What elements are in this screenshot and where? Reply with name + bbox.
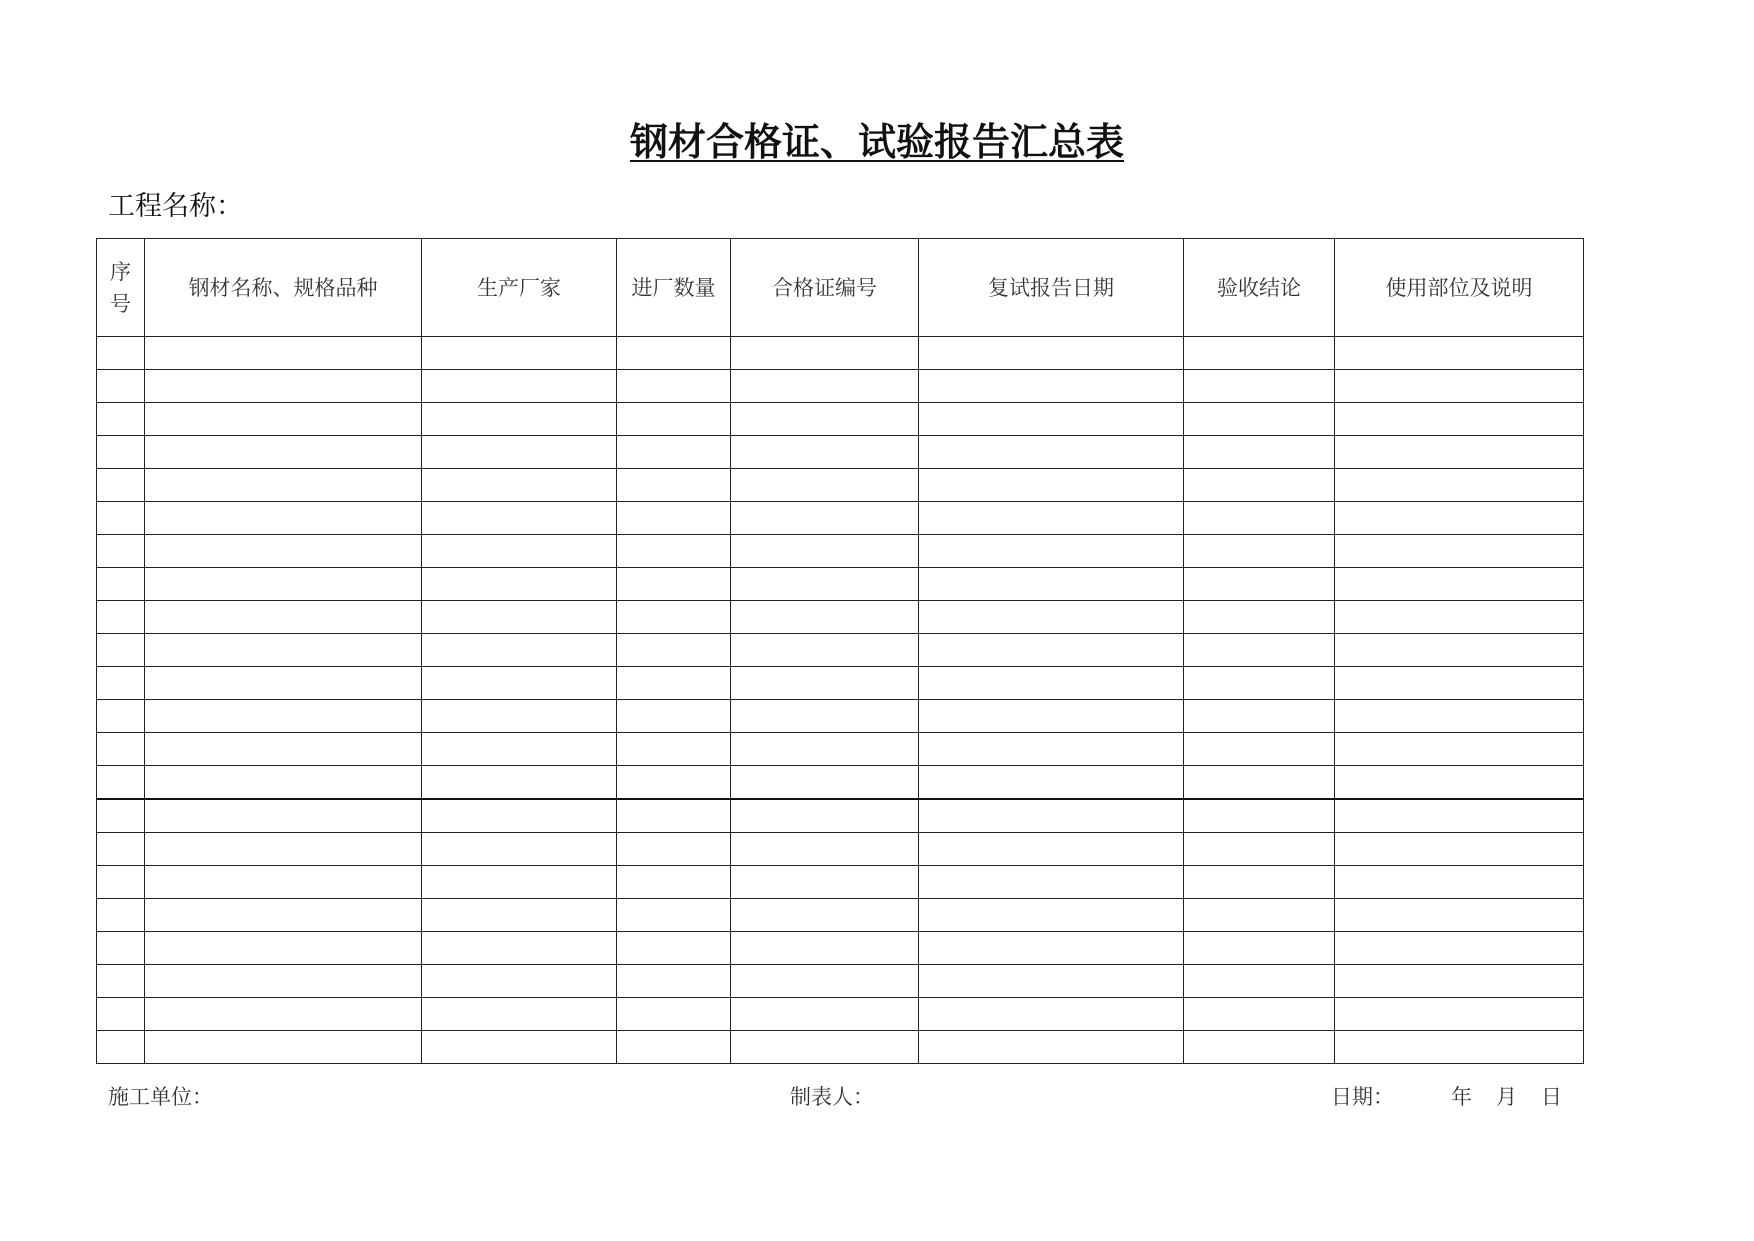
table-cell[interactable] [145,866,422,899]
table-row [97,733,1584,766]
document-title [0,114,1754,170]
table-cell[interactable] [422,700,617,733]
table-cell[interactable] [731,899,919,932]
table-cell[interactable] [97,337,145,370]
table-row [97,337,1584,370]
table-row [97,932,1584,965]
table-cell[interactable] [97,1031,145,1064]
table-cell[interactable] [617,998,731,1031]
table-cell[interactable] [1335,667,1584,700]
table-cell[interactable] [1335,568,1584,601]
table-cell[interactable] [1335,370,1584,403]
table-row [97,998,1584,1031]
table-cell[interactable] [422,965,617,998]
table-cell[interactable] [97,899,145,932]
table-row [97,667,1584,700]
table-cell[interactable] [617,535,731,568]
header-certificate-no: 合格证编号 [731,239,919,337]
table-cell[interactable] [422,469,617,502]
table-cell[interactable] [145,766,422,800]
table-cell[interactable] [145,799,422,833]
table-cell[interactable] [731,535,919,568]
table-cell[interactable] [919,932,1184,965]
table-row [97,436,1584,469]
table-row [97,370,1584,403]
table-cell[interactable] [1335,998,1584,1031]
table-cell[interactable] [919,403,1184,436]
table-cell[interactable] [145,965,422,998]
table-cell[interactable] [919,469,1184,502]
table-cell[interactable] [919,733,1184,766]
table-row [97,700,1584,733]
table-cell[interactable] [97,866,145,899]
table-cell[interactable] [617,337,731,370]
table-cell[interactable] [97,833,145,866]
table-cell[interactable] [731,370,919,403]
table-cell[interactable] [1184,866,1335,899]
table-cell[interactable] [1184,899,1335,932]
table-row [97,866,1584,899]
month-label: 月 [1496,1085,1517,1109]
table-cell[interactable] [1335,700,1584,733]
table-cell[interactable] [97,766,145,800]
table-cell[interactable] [97,535,145,568]
table-cell[interactable] [1335,535,1584,568]
table-cell[interactable] [422,932,617,965]
table-cell[interactable] [731,502,919,535]
date-label: 日期： [1331,1085,1394,1109]
table-cell[interactable] [1184,502,1335,535]
table-cell[interactable] [919,899,1184,932]
table-cell[interactable] [919,370,1184,403]
table-cell[interactable] [1184,766,1335,800]
table-cell[interactable] [97,601,145,634]
table-cell[interactable] [1184,965,1335,998]
table-cell[interactable] [731,965,919,998]
table-cell[interactable] [919,601,1184,634]
table-cell[interactable] [1184,634,1335,667]
table-cell[interactable] [1335,634,1584,667]
table-cell[interactable] [617,899,731,932]
table-cell[interactable] [731,403,919,436]
table-cell[interactable] [1184,700,1335,733]
header-seq-no [97,239,145,337]
table-cell[interactable] [1335,733,1584,766]
table-cell[interactable] [422,667,617,700]
table-cell[interactable] [919,337,1184,370]
table-cell[interactable] [97,667,145,700]
table-cell[interactable] [422,568,617,601]
table-cell[interactable] [1335,1031,1584,1064]
table-cell[interactable] [1184,601,1335,634]
table-cell[interactable] [1184,667,1335,700]
table-cell[interactable] [1335,932,1584,965]
table-cell[interactable] [617,436,731,469]
table-cell[interactable] [97,436,145,469]
table-cell[interactable] [617,502,731,535]
header-acceptance-conclusion: 验收结论 [1184,239,1335,337]
table-cell[interactable] [731,700,919,733]
table-cell[interactable] [731,733,919,766]
table-cell[interactable] [617,932,731,965]
table-cell[interactable] [422,370,617,403]
table-cell[interactable] [422,899,617,932]
table-cell[interactable] [1184,469,1335,502]
table-cell[interactable] [145,469,422,502]
contractor-label: 施工单位： [108,1085,213,1109]
table-cell[interactable] [617,568,731,601]
year-label: 年 [1451,1085,1472,1109]
header-steel-name-spec: 钢材名称、规格品种 [145,239,422,337]
table-cell[interactable] [145,568,422,601]
table-cell[interactable] [919,799,1184,833]
table-row [97,899,1584,932]
table-cell[interactable] [1184,535,1335,568]
table-cell[interactable] [919,766,1184,800]
table-cell[interactable] [97,568,145,601]
table-cell[interactable] [1335,436,1584,469]
document-title-text: 钢材合格证、试验报告汇总表 [629,119,1124,164]
table-cell[interactable] [145,899,422,932]
table-cell[interactable] [731,601,919,634]
table-cell[interactable] [617,766,731,800]
table-cell[interactable] [919,833,1184,866]
table-cell[interactable] [1335,601,1584,634]
table-cell[interactable] [1335,799,1584,833]
table-cell[interactable] [1335,766,1584,800]
table-cell[interactable] [145,535,422,568]
table-cell[interactable] [731,833,919,866]
table-cell[interactable] [422,403,617,436]
table-cell[interactable] [145,998,422,1031]
table-cell[interactable] [919,1031,1184,1064]
header-manufacturer: 生产厂家 [422,239,617,337]
table-cell[interactable] [1184,799,1335,833]
table-cell[interactable] [1335,403,1584,436]
table-cell[interactable] [617,667,731,700]
table-cell[interactable] [422,733,617,766]
table-cell[interactable] [731,634,919,667]
table-cell[interactable] [1335,833,1584,866]
header-quantity: 进厂数量 [617,239,731,337]
table-cell[interactable] [617,1031,731,1064]
table-cell[interactable] [145,733,422,766]
table-cell[interactable] [145,667,422,700]
table-cell[interactable] [97,932,145,965]
table-row [97,799,1584,833]
table-cell[interactable] [731,1031,919,1064]
table-cell[interactable] [97,700,145,733]
table-cell[interactable] [731,568,919,601]
table-cell[interactable] [617,965,731,998]
table-cell[interactable] [1335,469,1584,502]
table-cell[interactable] [731,667,919,700]
table-cell[interactable] [1335,866,1584,899]
table-cell[interactable] [1335,502,1584,535]
table-cell[interactable] [97,733,145,766]
table-cell[interactable] [422,634,617,667]
table-cell[interactable] [145,634,422,667]
table-body [97,337,1584,1064]
table-cell[interactable] [145,601,422,634]
table-cell[interactable] [1335,337,1584,370]
table-cell[interactable] [422,866,617,899]
table-cell[interactable] [97,469,145,502]
table-cell[interactable] [617,601,731,634]
table-cell[interactable] [422,601,617,634]
table-cell[interactable] [919,866,1184,899]
table-cell[interactable] [1335,899,1584,932]
table-row [97,469,1584,502]
table-cell[interactable] [1184,833,1335,866]
table-cell[interactable] [145,370,422,403]
table-cell[interactable] [919,998,1184,1031]
table-cell[interactable] [422,998,617,1031]
table-cell[interactable] [97,370,145,403]
project-name-label: 工程名称： [108,191,243,222]
table-cell[interactable] [731,337,919,370]
table-cell[interactable] [1184,337,1335,370]
table-cell[interactable] [731,866,919,899]
table-cell[interactable] [1184,733,1335,766]
table-cell[interactable] [422,833,617,866]
table-cell[interactable] [422,1031,617,1064]
table-cell[interactable] [97,965,145,998]
table-row [97,766,1584,800]
table-row [97,535,1584,568]
table-cell[interactable] [919,568,1184,601]
table-cell[interactable] [97,634,145,667]
summary-table [96,238,1584,1064]
table-cell[interactable] [617,733,731,766]
table-cell[interactable] [97,799,145,833]
table-row [97,403,1584,436]
table-cell[interactable] [145,502,422,535]
table-cell[interactable] [617,634,731,667]
table-header-row [97,239,1584,337]
table-cell[interactable] [145,337,422,370]
table-cell[interactable] [617,799,731,833]
table-cell[interactable] [731,799,919,833]
table-cell[interactable] [1184,1031,1335,1064]
header-retest-date: 复试报告日期 [919,239,1184,337]
table-cell[interactable] [919,700,1184,733]
table-cell[interactable] [919,436,1184,469]
table-cell[interactable] [145,932,422,965]
table-cell[interactable] [617,469,731,502]
table-cell[interactable] [919,502,1184,535]
header-usage-location-notes: 使用部位及说明 [1335,239,1584,337]
header-seq-no-label: 序号 [110,259,131,316]
table-cell[interactable] [1184,568,1335,601]
table-cell[interactable] [422,502,617,535]
table-row [97,502,1584,535]
table-cell[interactable] [617,866,731,899]
table-cell[interactable] [919,634,1184,667]
table-row [97,833,1584,866]
table-cell[interactable] [145,403,422,436]
table-cell[interactable] [422,766,617,800]
table-cell[interactable] [1184,932,1335,965]
table-row [97,568,1584,601]
table-cell[interactable] [1184,403,1335,436]
table-cell[interactable] [422,337,617,370]
table-row [97,965,1584,998]
table-cell[interactable] [1184,998,1335,1031]
table-cell[interactable] [731,998,919,1031]
table-cell[interactable] [97,998,145,1031]
table-cell[interactable] [919,667,1184,700]
table-cell[interactable] [97,502,145,535]
table-cell[interactable] [731,932,919,965]
table-cell[interactable] [731,436,919,469]
preparer-label: 制表人： [790,1085,874,1109]
table-cell[interactable] [617,700,731,733]
table-cell[interactable] [617,833,731,866]
table-cell[interactable] [1335,965,1584,998]
table-row [97,1031,1584,1064]
table-cell[interactable] [97,403,145,436]
table-cell[interactable] [422,799,617,833]
day-label: 日 [1541,1085,1562,1109]
table-row [97,634,1584,667]
table-cell[interactable] [145,833,422,866]
table-cell[interactable] [145,1031,422,1064]
table-cell[interactable] [1184,370,1335,403]
table-cell[interactable] [617,403,731,436]
table-cell[interactable] [617,370,731,403]
table-cell[interactable] [919,965,1184,998]
table-cell[interactable] [919,535,1184,568]
table-cell[interactable] [731,469,919,502]
table-cell[interactable] [422,436,617,469]
table-cell[interactable] [731,766,919,800]
table-cell[interactable] [422,535,617,568]
table-cell[interactable] [145,436,422,469]
table-row [97,601,1584,634]
table-cell[interactable] [1184,436,1335,469]
table-cell[interactable] [145,700,422,733]
